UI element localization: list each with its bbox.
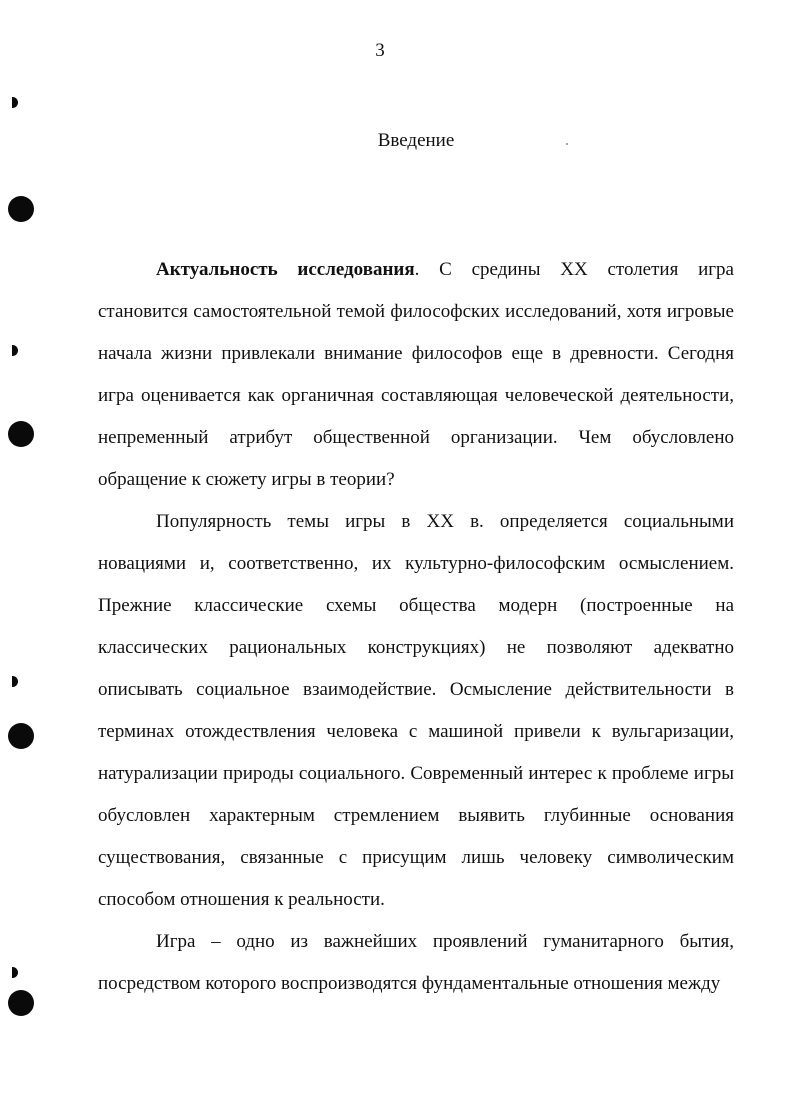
section-title: Введение (377, 130, 455, 151)
punch-hole-icon (8, 990, 34, 1016)
page-number: 3 (375, 40, 385, 61)
binder-mark-icon (12, 97, 18, 108)
punch-hole-icon (8, 196, 34, 222)
paragraph-popularity: Популярность темы игры в XX в. определяется социальными новациями и, соответственно, их культурно-философским осмыслением. Прежние классические схемы общества модерн (построенные на классических рациональных конструкциях) не позволяют адекватно описывать социальное взаимодействие. Осмысление действительности в терминах отождествления человека с машиной привели к вульгаризации, натурализации природы социального. Современный интерес к проблеме игры обусловлен характерным стремлением выявить глубинные основания существования, связанные с присущим лишь человеку символическим способом отношения к реальности. (98, 511, 734, 910)
body-text (98, 249, 734, 1005)
paragraph-relevance (98, 249, 734, 501)
binder-mark-icon (12, 676, 18, 687)
paragraph-game: Игра – одно из важнейших проявлений гуманитарного бытия, посредством которого воспроизводятся фундаментальные отношения между (98, 931, 734, 994)
paragraph-text: . С средины XX столетия игра становится самостоятельной темой философских исследований, хотя игровые начала жизни привлекали внимание философов еще в древности. Сегодня игра оценивается как органичная составляющая человеческой деятельности, непременный атрибут общественной организации. Чем обусловлено обращение к сюжету игры в теории? (98, 259, 734, 490)
binder-mark-icon (12, 345, 18, 356)
relevance-heading: Актуальность исследования (156, 259, 415, 280)
punch-hole-icon (8, 421, 34, 447)
binder-mark-icon (12, 967, 18, 978)
scan-speck (566, 143, 568, 145)
punch-hole-icon (8, 723, 34, 749)
